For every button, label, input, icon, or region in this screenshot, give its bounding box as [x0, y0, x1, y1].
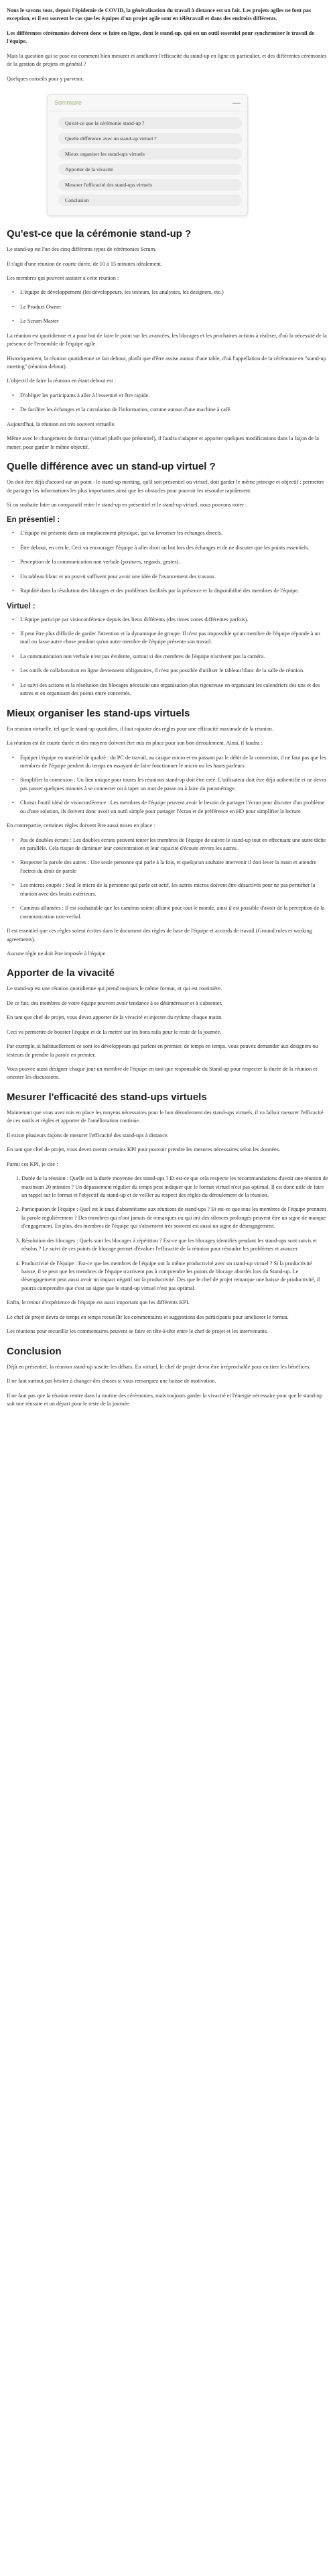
list-item: 2. Participation de l'équipe : Quel est le taux d'absentéisme aux réunions de stand-ups ? Et est-ce que tous les membres de l'équipe prennent la parole régulièrement ? Des membres qui n'ont jamais de remarques ou qui ont des silences prolongés peuvent être un signe de manque d'engagement. En plus, des membres de l'équipe qui s'absentent très souvent est aussi un signe de désengagement.: [21, 1205, 328, 1230]
paragraph: Il est essentiel que ces règles soient écrites dans le document des règles de base de l'équipe et accords de travail (Ground rules et working agreements).: [7, 928, 312, 943]
list-item: • Pas de doubles écrans : Les doubles écrans peuvent tenter les membres de l'équipe de suivre le stand-up tout en effectuant une autre tâche en parallèle. Cela risque de diminuer leur concentration et leur capacité d'écoute envers les autres.: [12, 837, 328, 853]
members-list: [7, 288, 328, 325]
paragraph: Aujourd'hui, la réunion est très souvent virtuelle.: [7, 421, 116, 427]
paragraph: De ce fait, des membres de votre équipe peuvent avoir tendance à se désintéresser et à s'absenter.: [7, 1000, 222, 1006]
list-item: • Choisir l'outil idéal de visioconférence : Les membres de l'équipe peuvent avoir le besoin de partager l'écran pour discuter d'un problème ou d'une solution, ils doivent donc avoir un outil simple pour partager l'écran et de préférence en HD pour simplifier la lecture: [12, 799, 328, 816]
presentiel-list: [7, 529, 328, 595]
list-item: • Un tableau blanc et un post-it suffisent pour avoir une idée de l'avancement des travaux.: [12, 573, 328, 581]
paragraph: L'objectif de faire la réunion en étant debout est :: [7, 378, 116, 384]
list-item: • La communication non verbale n'est pas évidente, surtout si des membres de l'équipe n'activent pas la caméra.: [12, 653, 328, 661]
toc-item[interactable]: Mesurer l'efficacité des stand-ups virtuels: [58, 179, 242, 191]
toc-item[interactable]: Mieux organiser les stand-ups virtuels: [58, 148, 242, 160]
toc-list: [48, 111, 247, 215]
toc-header[interactable]: [48, 95, 247, 111]
section-heading: Mesurer l'efficacité des stand-ups virtuels: [7, 1091, 207, 1103]
counter-rules-list: [7, 837, 328, 922]
paragraph: Ceci va permettre de booster l'équipe et de la mettre sur les bons rails pour le reste de la journée.: [7, 1028, 222, 1035]
list-item: • Les outils de collaboration en ligne deviennent obligatoires, il n'est pas possible d'utiliser le tableau blanc de la salle de réunion.: [12, 667, 328, 675]
paragraph: La réunion est quotidienne et a pour but de faire le point sur les avancées, les blocages et les prochaines actions à réaliser, d'où la nécessité de la présence de l'ensemble de l'équipe agile.: [7, 332, 327, 347]
virtuel-list: [7, 616, 328, 698]
list-item: • L'équipe participe par visioconférence depuis des lieux différents (des times zones différentes parfois).: [12, 616, 328, 624]
subheading: Virtuel :: [7, 602, 36, 610]
paragraph: Maintenant que vous avez mis en place les moyens nécessaires pour le bon déroulement des stand-ups virtuels, il va falloir mesurer l'efficacité de ces outils et règles et apporter de l'amélioration continue.: [7, 1109, 324, 1124]
paragraph: Enfin, le retour d'expérience de l'équipe est aussi important que les différents KPI.: [7, 1299, 190, 1306]
subheading: En présentiel :: [7, 516, 60, 525]
paragraph: Si on souhaite faire un comparatif entre le stand-up en présentiel et le stand-up virtuel, nous pouvons noter :: [7, 501, 247, 508]
paragraph: Il existe plusieurs façons de mesurer l'efficacité des stand-ups à distance.: [7, 1132, 169, 1138]
section-heading: Quelle différence avec un stand-up virtuel ?: [7, 461, 216, 473]
paragraph: Même avec le changement de format (virtuel plutôt que présentiel), il faudra s'adapter et apporter quelques modifications dans la façon de la mener, pour garder le même objectif.: [7, 435, 319, 450]
paragraph: En tant que chef de projet, vous devez mettre certains KPI pour pouvoir prendre les mesures nécessaires selon les données.: [7, 1146, 281, 1153]
list-item: 1. Durée de la réunion : Quelle est la durée moyenne des stand-ups ? Et est-ce que cela respecte les recommandations d'avoir une réunion de maximum 20 minutes ? Un dépassement régulier du temps peut indiquer que le format virtuel n'est pas optimal. Il est donc utile de faire un rappel sur le format et l'objectif du stand-up et de veiller au respect des règles du déroulement de la réunion.: [21, 1175, 328, 1199]
list-item: • Respecter la parole des autres : Une seule personne qui parle à la fois, et quelqu'un souhaite intervenir il doit lever la main et attendre l'octroi du droit de parole: [12, 859, 328, 875]
paragraph: Il ne faut pas que la réunion rentre dans la routine des cérémonies, mais toujours garder la vivacité et l'énergie nécessaire pour que le stand-up soit une réussite et un départ pour le reste de la journée.: [7, 1392, 323, 1407]
paragraph: Les membres qui peuvent assister à cette réunion :: [7, 274, 119, 281]
list-item: • De faciliter les échanges et la circulation de l'information, comme autour d'une machine à café.: [12, 406, 328, 414]
list-item: • Le suivi des actions et la résolution des blocages nécessite une organisation plus rigoureuse en organisant les calendriers des uns et des autres et en organisant des points entre concernés.: [12, 682, 328, 698]
list-item: • Rapidité dans la résolution des blocages et des problèmes facilités par la présence et la disponibilité des membres de l'équipe.: [12, 587, 328, 595]
table-of-contents: [47, 94, 248, 216]
toc-title: Sommaire: [54, 99, 82, 107]
toc-item[interactable]: Apporter de la vivacité: [58, 164, 242, 175]
kpi-list: [7, 1175, 328, 1293]
toc-item[interactable]: Conclusion: [58, 195, 242, 206]
paragraph: Aucune règle ne doit être imposée à l'équipe.: [7, 950, 107, 957]
paragraph: Le chef de projet devra de temps en temps recueillir les commentaires et suggestions des participants pour améliorer le format.: [7, 1313, 289, 1320]
paragraph: Il s'agit d'une réunion de courte durée, de 10 à 15 minutes idéalement.: [7, 260, 163, 267]
list-item: • Le Scrum Master: [12, 317, 328, 325]
paragraph: Le stand-up est une réunion quotidienne qui prend toujours le même format, et qui est routinière.: [7, 985, 222, 992]
list-item: • Être debout, en cercle. Ceci va encourager l'équipe à aller droit au but lors des échanges et de ne discuter que les points essentiels.: [12, 544, 328, 552]
intro-lead-2: Les différentes cérémonies doivent donc se faire en ligne, dont le stand-up, qui est un outil essentiel pour synchroniser le travail de l'équipe.: [7, 30, 315, 45]
list-item: • Simplifier la connexion : Un lien unique pour toutes les réunions stand-up doit être créé. L'utilisateur doit être déjà authentifié et ne devra pas passer quelques minutes à se connecter ou à taper un mot de passe ou à faire du paramétrage.: [12, 776, 328, 793]
list-item: 3. Résolution des blocages : Quels sont les blocages à répétition ? Est-ce que les blocages identifiés pendant les stand-ups sont suivis et résolus ? Le suivi de ces points de blocage permet d'évaluer l'efficacité de la réunion pour résoudre les problèmes et avancer.: [21, 1237, 328, 1254]
paragraph: Historiquement, la réunion quotidienne se fait debout, plutôt que d'être assise autour d'une table, d'où l'appellation de la cérémonie en "stand-up meeting" (réunion debout).: [7, 355, 326, 370]
paragraph: En réunion virtuelle, tel que le stand-up quotidien, il faut rajouter des règles pour une efficacité maximale de la réunion.: [7, 725, 273, 732]
list-item: • L'équipe de développement (les développeurs, les testeurs, les analystes, les designers, etc.): [12, 288, 328, 297]
list-item: • Les micros coupés : Seul le micro de la personne qui parle est actif, les autres micros doivent être désactivés pour ne pas perturber la réunion avec des bruits extérieurs.: [12, 881, 328, 898]
list-item: • Il peut être plus difficile de garder l'attention et la dynamique de groupe. Il n'est pas impossible qu'un membre de l'équipe réponde à un mail ou fasse autre chose pendant qu'un autre membre de l'équipe présente son travail.: [12, 630, 328, 647]
collapse-icon[interactable]: —: [232, 98, 241, 108]
list-item: 4. Productivité de l'équipe : Est-ce que les membres de l'équipe ont la même productivité avec un stand-up virtuel ? Si la productivité baisse, il se peut que les membres de l'équipe n'arrivent pas à comprendre les points de blocage abordés lors du Stand-up. Le désengagement peut aussi avoir un impact négatif sur la productivité. Des que le chef de projet remarque une baisse de productivité, il pourra comprendre que c'est un signe que le stand-up virtuel n'est pas optimal.: [21, 1260, 328, 1293]
paragraph: En tant que chef de projet, vous devez apporter de la vivacité et injecter du rythme chaque matin.: [7, 1014, 223, 1021]
paragraph: La réunion est de courte durée et des moyens doivent être mis en place pour son bon déroulement. Ainsi, il faudra :: [7, 740, 263, 747]
paragraph: Par exemple, si habituellement ce sont les développeurs qui parlent en premier, de temps en temps, vous pouvez demander aux designers ou testeurs de prendre la parole en premier.: [7, 1043, 318, 1058]
list-item: • Le Product Owner: [12, 303, 328, 311]
paragraph: Il ne faut surtout pas hésiter à changer des choses si vous remarquez une baisse de motivation.: [7, 1378, 216, 1385]
toc-item[interactable]: Qu'est-ce que la cérémonie stand-up ?: [58, 117, 242, 129]
intro-paragraph: Quelques conseils pour y parvenir.: [7, 75, 84, 82]
intro-paragraph: Mais la question qui se pose est comment bien mesurer et améliorer l'efficacité du stand-up en ligne en particulier, et des différentes cérémonies de la gestion de projets en général ?: [7, 52, 327, 68]
paragraph: Vous pouvez aussi désigner chaque jour un membre de l'équipe en tant que responsable du Stand-up pour respecter la durée de la réunion et orienter les discussions.: [7, 1066, 318, 1081]
section-heading: Mieux organiser les stand-ups virtuels: [7, 707, 190, 719]
paragraph: Le stand-up est l'un des cinq différents types de cérémonies Scrum.: [7, 246, 157, 253]
section-heading: Qu'est-ce que la cérémonie stand-up ?: [7, 228, 192, 240]
list-item: • Perception de la communication non verbale (postures, regards, gestes).: [12, 558, 328, 566]
toc-item[interactable]: Quelle différence avec un stand-up virtuel ?: [58, 133, 242, 144]
paragraph: En contrepartie, certaines règles doivent être aussi mises en place :: [7, 822, 155, 829]
paragraph: Parmi ces KPI, je cite :: [7, 1161, 58, 1167]
list-item: • Caméras allumées : Il est souhaitable que les caméras soient allumé pour tout le monde, ainsi il est possible d'avoir de la perception de la communication non-verbal.: [12, 904, 328, 921]
list-item: • Équiper l'équipe en matériel de qualité : du PC de travail, au casque micro et en passant par le débit de la connexion, il ne faut pas que les membres de l'équipe perdent du temps en essayant de faire fonctionner le micro ou les hauts parleurs: [12, 754, 328, 771]
paragraph: Les réunions pour recueillir les commentaires peuvent se faire en tête-à-tête entre le chef de projet et les intervenants.: [7, 1328, 269, 1335]
list-item: • L'équipe est présente dans un emplacement physique, qui va favoriser les échanges directs.: [12, 529, 328, 537]
intro-lead: Nous le savons tous, depuis l'épidemie de COVID, la généralisation du travail à distance est un fait. Les projets agiles ne font pas exception, et il est souvent le cas que les équipes d'un projet agile sont en télétravail et dans des endroits différents.: [7, 7, 312, 22]
section-heading: Conclusion: [7, 1345, 62, 1357]
paragraph: Déjà en présentiel, la réunion stand-up suscite les débats. En virtuel, le chef de projet devra être irréprochable pour en tirer les bénéfices.: [7, 1363, 311, 1370]
paragraph: On doit être déjà d'accord sur un point : le stand-up meeting, qu'il soit présentiel ou virtuel, doit garder le même principe et objectif : permettre de partager les informations les plus importantes ainsi que les obstacles pour pouvoir les résoudre rapidement.: [7, 479, 324, 494]
list-item: • D'obliger les participants à aller à l'essentiel et être rapide.: [12, 392, 328, 400]
section-heading: Apporter de la vivacité: [7, 967, 115, 979]
goals-list: [7, 392, 328, 415]
rules-list: [7, 754, 328, 816]
